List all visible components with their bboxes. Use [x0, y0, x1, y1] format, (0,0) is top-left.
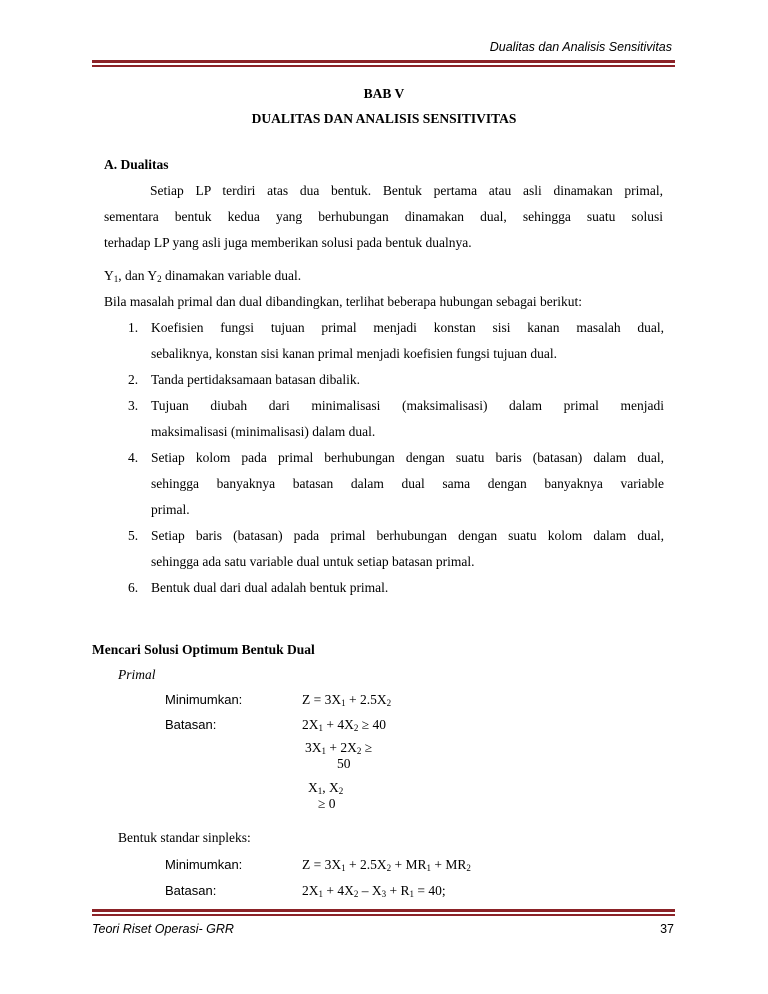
list-item-text: Tanda pertidaksamaan batasan dibalik. — [151, 372, 360, 387]
minimize-label: Minimumkan: — [165, 692, 243, 707]
objective-equation-standard: $Z = 3X_1 + 2.5X_2 + MR_1 + MR_2$ — [302, 857, 471, 873]
dual-variables-line: $Y_1$, dan $Y_2$ dinamakan variable dual. — [104, 268, 302, 284]
section-heading-solusi-dual: Mencari Solusi Optimum Bentuk Dual — [92, 642, 315, 657]
paragraph-line-1: Setiap LP terdiri atas dua bentuk. Bentuk pertama atau asli dinamakan primal, — [150, 183, 663, 198]
list-item-text: sehingga ada satu variable dual untuk setiap batasan primal. — [151, 554, 475, 569]
constraints-label: Batasan: — [165, 717, 217, 732]
list-number: 1. — [128, 320, 139, 335]
primal-label: Primal — [118, 667, 156, 682]
relations-intro: Bila masalah primal dan dual dibandingkan, terlihat beberapa hubungan sebagai berikut: — [104, 294, 582, 309]
standard-form-label: Bentuk standar sinpleks: — [118, 830, 251, 845]
paragraph-line-3: terhadap LP yang asli juga memberikan solusi pada bentuk dualnya. — [104, 235, 472, 250]
nonnegativity-rhs: ≥ 0 — [318, 796, 336, 811]
header-rule-thin — [92, 65, 675, 67]
list-item-text: Setiap baris (batasan) pada primal berhubungan dengan suatu kolom dalam dual, — [151, 528, 664, 543]
list-item-text: Setiap kolom pada primal berhubungan dengan suatu baris (batasan) dalam dual, — [151, 450, 664, 465]
footer-rule-thin — [92, 914, 675, 916]
nonnegativity: $X_1$, $X_2$ — [308, 780, 344, 796]
chapter-title: DUALITAS DAN ANALISIS SENSITIVITAS — [251, 111, 517, 126]
page-number: 37 — [660, 922, 674, 936]
constraint-1-standard: $2X_1 + 4X_2 - X_3 + R_1 = 40$; — [302, 883, 446, 899]
list-number: 4. — [128, 450, 139, 465]
footer-rule-thick — [92, 909, 675, 912]
list-number: 3. — [128, 398, 139, 413]
constraint-2: $3X_1 + 2X_2$ ≥ — [305, 740, 373, 756]
constraints-label-standard: Batasan: — [165, 883, 217, 898]
list-item-text: sebaliknya, konstan sisi kanan primal menjadi koefisien fungsi tujuan dual. — [151, 346, 558, 361]
minimize-label-standard: Minimumkan: — [165, 857, 243, 872]
chapter-number: BAB V — [363, 86, 405, 101]
paragraph-line-2: sementara bentuk kedua yang berhubungan dinamakan dual, sehingga suatu solusi — [104, 209, 663, 224]
objective-equation: $Z = 3X_1 + 2.5X_2$ — [302, 692, 392, 708]
header-rule-thick — [92, 60, 675, 63]
list-item-text: Tujuan diubah dari minimalisasi (maksimalisasi) dalam primal menjadi — [151, 398, 664, 413]
list-number: 5. — [128, 528, 139, 543]
constraint-1: $2X_1 + 4X_2 \ge 40$ — [302, 717, 387, 733]
list-item-text: maksimalisasi (minimalisasi) dalam dual. — [151, 424, 376, 439]
section-heading-dualitas: A. Dualitas — [104, 157, 169, 172]
list-item-text: Koefisien fungsi tujuan primal menjadi konstan sisi kanan masalah dual, — [151, 320, 664, 335]
list-item-text: primal. — [151, 502, 190, 517]
footer-book-title: Teori Riset Operasi- GRR — [92, 922, 234, 936]
running-header: Dualitas dan Analisis Sensitivitas — [489, 40, 672, 54]
list-number: 2. — [128, 372, 139, 387]
list-number: 6. — [128, 580, 139, 595]
constraint-2-rhs: 50 — [337, 756, 351, 771]
list-item-text: Bentuk dual dari dual adalah bentuk primal. — [151, 580, 389, 595]
list-item-text: sehingga banyaknya batasan dalam dual sama dengan banyaknya variable — [151, 476, 664, 491]
